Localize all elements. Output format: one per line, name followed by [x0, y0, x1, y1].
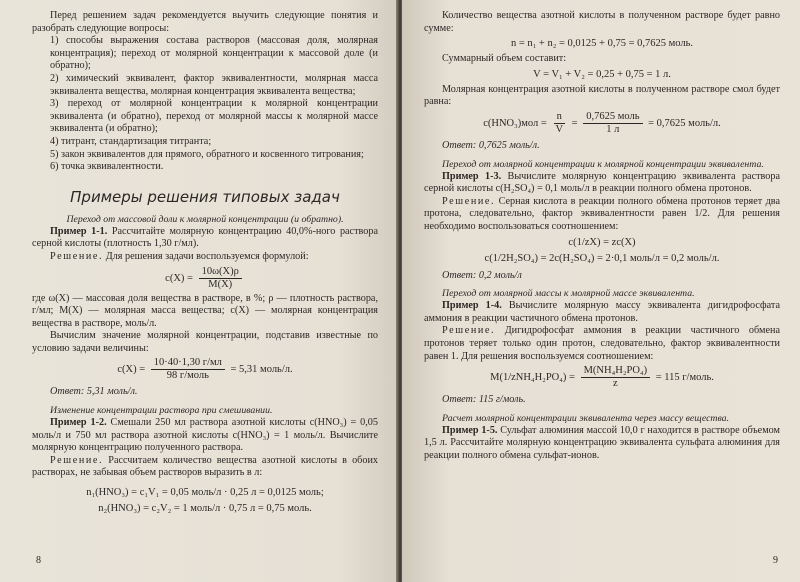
example-1-3 — [424, 171, 780, 196]
example-label: Пример 1-3. — [442, 170, 502, 182]
formula-n2: n₂(HNO₃) = c₂V₂ = 1 моль/л · 0,75 л = 0,75 моль. — [98, 503, 312, 515]
formula-calc — [32, 357, 378, 382]
example-text: Сульфат алюминия массой 10,0 г находится в растворе объемом 1,5 л. Рассчитайте молярную концентрацию эквивалента сульфата алюминия для реакции полного обмена сульфат-ионов. — [424, 424, 780, 461]
formula-molar-concentration — [32, 266, 378, 291]
paragraph: Суммарный объем составит: — [442, 53, 567, 65]
numerator: 0,7625 моль — [583, 111, 642, 124]
page-number: 9 — [773, 555, 778, 566]
answer: Ответ: 0,7625 моль/л. — [442, 139, 540, 151]
example-text: Рассчитайте молярную концентрацию 40,0%-ного раствора серной кислоты (плотность 1,30 г/мл). — [32, 225, 378, 250]
solution-label: Решение. — [442, 325, 496, 337]
formula-rhs: = 0,7625 моль/л. — [648, 117, 721, 129]
answer: Ответ: 0,2 моль/л — [442, 269, 522, 281]
solution-text: Дигидрофосфат аммония в реакции частичного обмена протонов теряет только один протон, следовательно, фактор эквивалентности равен 1. Для решения воспользуемся соотношением: — [424, 325, 780, 362]
fraction — [552, 111, 566, 136]
equals: = — [571, 117, 578, 129]
example-text: Вычислите молярную концентрацию эквивалента раствора серной кислоты c(H₂SO₄) = 0,1 моль/л в реакции полного обмена протонов. — [424, 170, 780, 195]
paragraph: Молярная концентрация азотной кислоты в полученном растворе cмол будет равна: — [424, 83, 780, 108]
example-label: Пример 1-5. — [442, 424, 498, 436]
solution-1-2 — [32, 455, 378, 480]
formula-lhs: c(HNO₃)мол = — [483, 117, 547, 129]
page-number: 8 — [36, 555, 41, 566]
example-1-4 — [424, 300, 780, 325]
answer: Ответ: 5,31 моль/л. — [50, 386, 138, 398]
formula-h2so4: c(1/2H₂SO₄) = 2c(H₂SO₄) = 2·0,1 моль/л = 0,2 моль/л. — [484, 252, 720, 264]
example-1-2 — [32, 417, 378, 455]
denominator: z — [613, 378, 618, 390]
paragraph: Количество вещества азотной кислоты в полученном растворе будет равно сумме: — [424, 10, 780, 34]
section-title: Примеры решения типовых задач — [70, 187, 340, 206]
example-1-1 — [32, 226, 378, 251]
calc-paragraph: Вычислим значение молярной концентрации, подставив известные по условию задачи величины: — [32, 330, 378, 354]
example-text: Смешали 250 мл раствора азотной кислоты c(HNO₃) = 0,05 моль/л и 750 мл раствора азотной кислоты c(HNO₃) = 1 моль/л. Вычислите молярную концентрацию полученного раствора. — [32, 417, 378, 454]
formula-c-hno3 — [424, 111, 780, 136]
formula-molar-mass-equiv — [424, 365, 780, 390]
subsection-title: Расчет молярной концентрации эквивалента через массу вещества. — [442, 412, 730, 424]
fraction — [581, 365, 650, 390]
fraction — [583, 111, 642, 136]
solution-1-1 — [32, 251, 378, 264]
formula-legend: где ω(X) — массовая доля вещества в растворе, в %; ρ — плотность раствора, г/мл; M(X) — молярная масса вещества; c(X) — молярная концентрация вещества в растворе, моль/л. — [32, 292, 378, 329]
formula-lhs: M(1/zNH₄H₂PO₄) = — [490, 372, 575, 383]
denominator: 1 л — [606, 123, 620, 135]
numerator: n — [554, 111, 565, 124]
answer: Ответ: 115 г/моль. — [442, 394, 526, 406]
numerator: M(NH₄H₂PO₄) — [581, 365, 650, 378]
solution-label: Решение. — [50, 454, 104, 466]
fraction — [151, 357, 225, 382]
denominator: V — [555, 123, 564, 135]
intro-paragraph: Перед решением задач рекомендуется выучить следующие понятия и разобрать следующие вопросы: — [32, 10, 378, 34]
solution-label: Решение. — [50, 250, 104, 262]
left-page — [0, 0, 398, 582]
formula-n-sum: n = n₁ + n₂ = 0,0125 + 0,75 = 0,7625 моль. — [510, 38, 694, 50]
formula-n1: n₁(HNO₃) = c₁V₁ = 0,05 моль/л · 0,25 л = 0,0125 моль; — [86, 487, 324, 499]
formula-v-sum: V = V₁ + V₂ = 0,25 + 0,75 = 1 л. — [533, 68, 671, 80]
numerator: 10ω(X)ρ — [199, 266, 242, 279]
solution-1-4 — [424, 325, 780, 363]
fraction — [199, 266, 242, 291]
right-page — [402, 0, 800, 582]
example-label: Пример 1-2. — [50, 417, 107, 429]
formula-rhs: = 115 г/моль. — [655, 372, 714, 383]
denominator: 98 г/моль — [166, 370, 209, 382]
solution-label: Решение. — [442, 195, 496, 207]
list-item: 5) закон эквивалентов для прямого, обратного и косвенного титрования; — [50, 148, 364, 160]
example-label: Пример 1-1. — [50, 225, 108, 237]
list-item: 6) точка эквивалентности. — [50, 161, 164, 173]
formula-equiv: c(1/zX) = zc(X) — [568, 236, 636, 248]
example-text: Вычислите молярную массу эквивалента дигидрофосфата аммония в реакции частичного обмена протонов. — [424, 300, 780, 324]
denominator: M(X) — [208, 278, 233, 290]
subsection-title: Переход от молярной концентрации к молярной концентрации эквивалента. — [442, 158, 764, 170]
example-1-5 — [424, 425, 780, 463]
subsection-title: Переход от молярной массы к молярной массе эквивалента. — [442, 288, 695, 300]
solution-text: Для решения задачи воспользуемся формулой: — [103, 250, 309, 262]
numerator: 10·40·1,30 г/мл — [151, 357, 225, 370]
formula-rhs: = 5,31 моль/л. — [230, 364, 293, 376]
list-item: 3) переход от молярной концентрации к молярной концентрации эквивалента (и обратно), переход от молярной массы к молярной массе эквивалента (и обратно); — [50, 98, 378, 135]
formula-lhs: c(X) = — [117, 364, 146, 376]
list-item: 2) химический эквивалент, фактор эквивалентности, молярная масса эквивалента вещества, молярная концентрация эквивалента вещества; — [50, 72, 378, 97]
subsection-title: Переход от массовой доли к молярной концентрации (и обратно). — [66, 213, 344, 225]
solution-1-3 — [424, 196, 780, 234]
formula-lhs: c(X) = — [165, 272, 193, 284]
solution-text: Серная кислота в реакции полного обмена протонов теряет два протона, следовательно, фактор эквивалентности равен 1/2. Для решения необходимо воспользоваться соотношением: — [424, 195, 780, 232]
solution-text: Рассчитаем количество вещества азотной кислоты в обоих растворах, не забывая объем растворов выразить в л: — [32, 454, 378, 479]
subsection-title: Изменение концентрации раствора при смешивании. — [50, 405, 273, 417]
list-item: 1) способы выражения состава растворов (массовая доля, молярная концентрация); переход от молярной концентрации к массовой доле (и обратно); — [50, 35, 378, 72]
example-label: Пример 1-4. — [442, 300, 502, 312]
list-item: 4) титрант, стандартизация титранта; — [50, 135, 212, 147]
